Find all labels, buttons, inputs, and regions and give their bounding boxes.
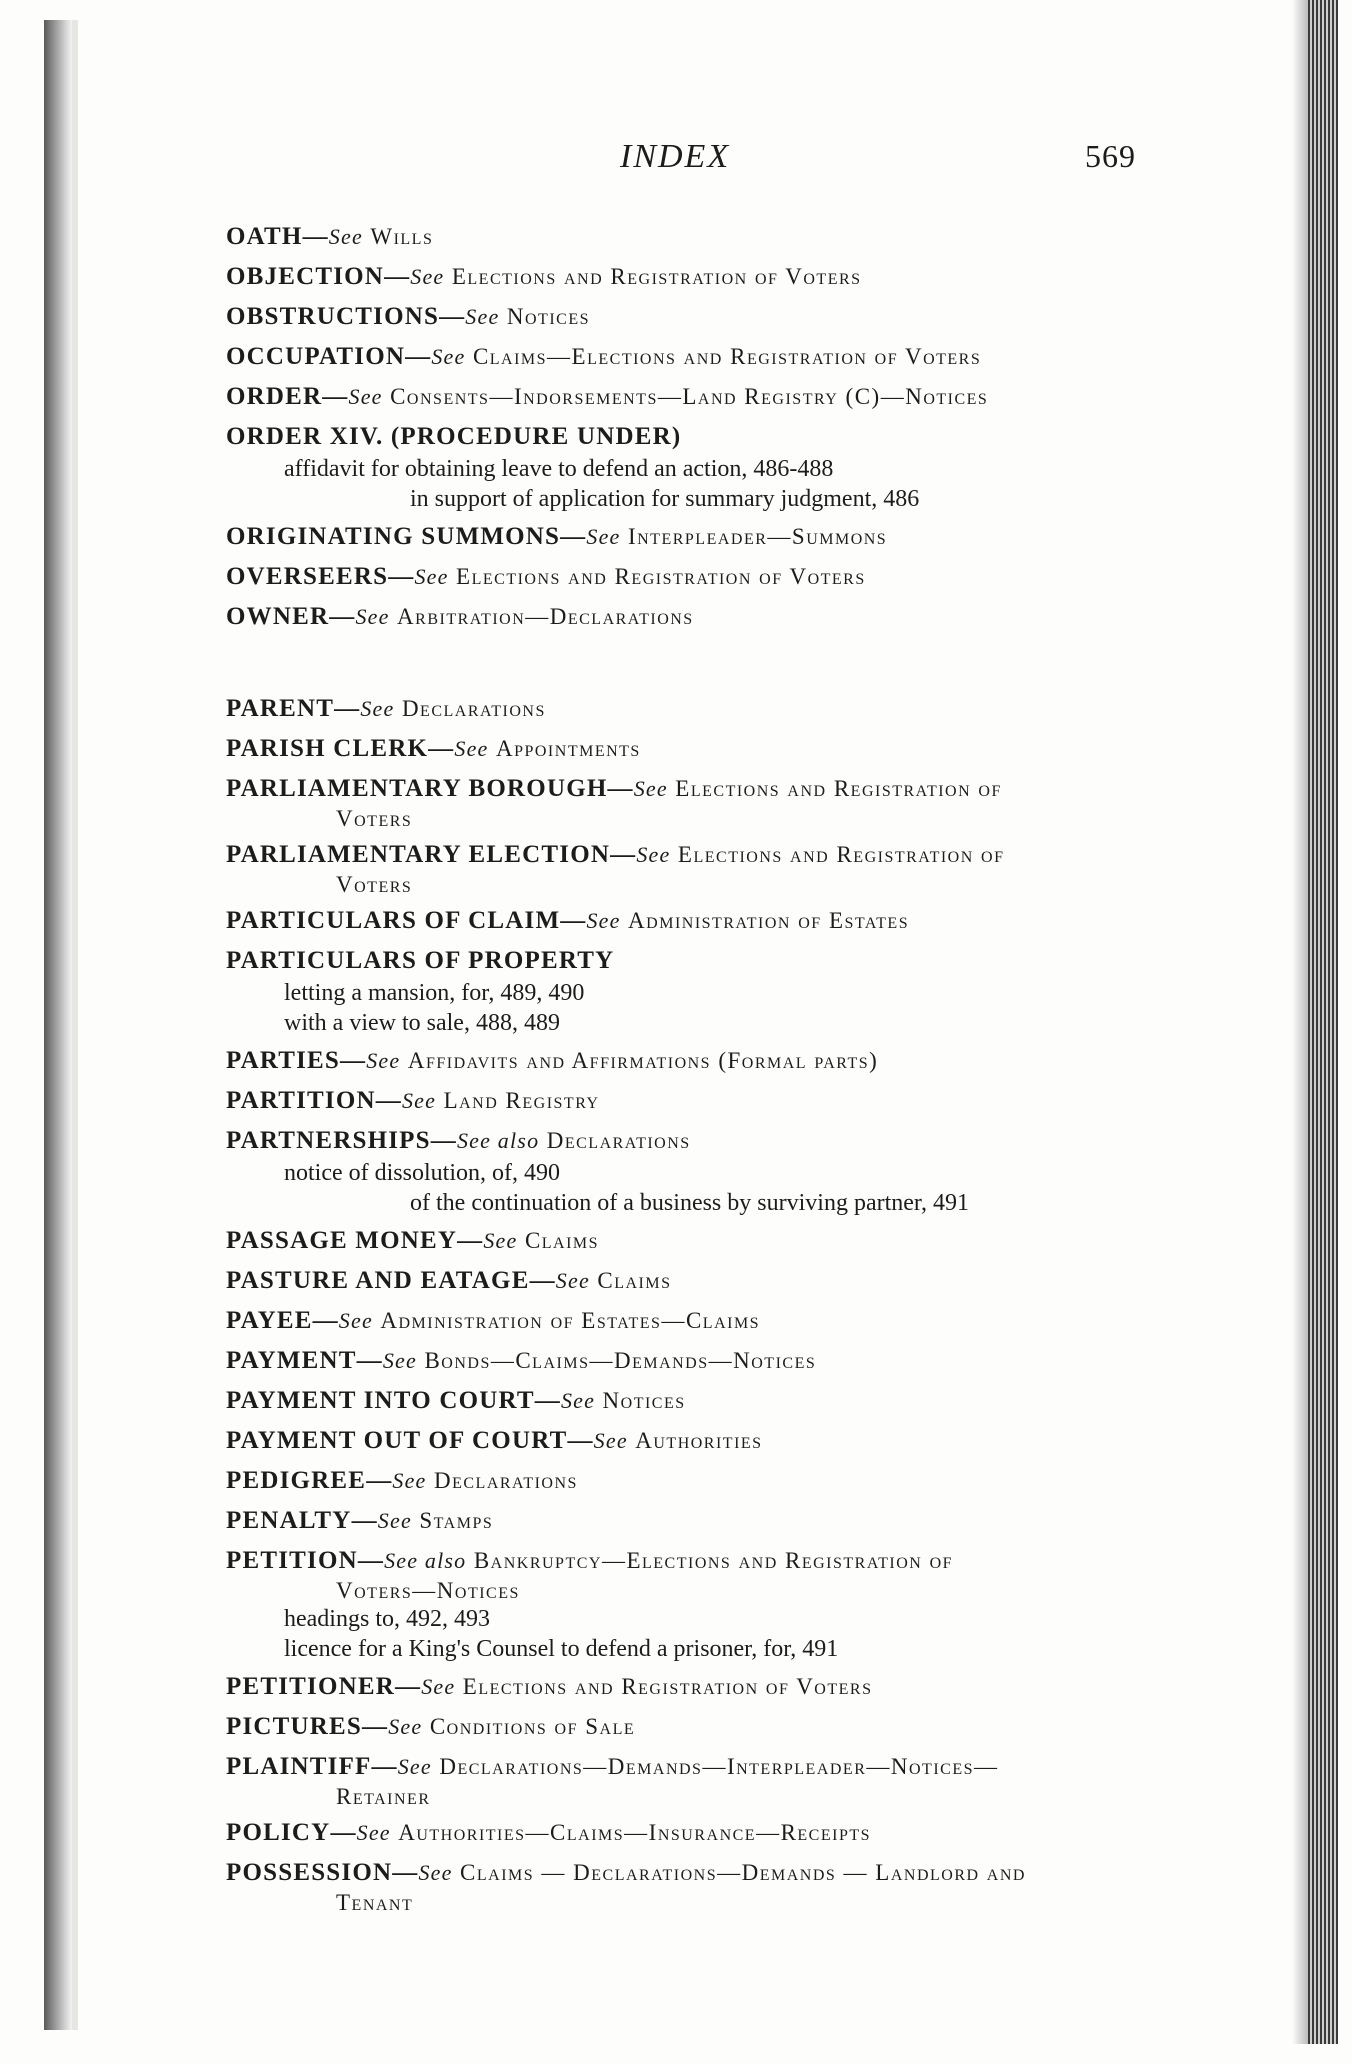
entry-refs: Notices — [602, 1388, 686, 1413]
entry-refs: Interpleader—Summons — [627, 524, 888, 549]
entry-subheading: headings to, 492, 493 — [284, 1606, 490, 1632]
see-label: See — [360, 696, 395, 721]
see-label: See — [392, 1468, 427, 1493]
entry-term: PAYEE — [226, 1307, 313, 1334]
entry-refs-continued: Retainer — [336, 1784, 431, 1809]
entry-term: ORDER — [226, 383, 323, 410]
entry-refs: Administration of Estates — [628, 908, 910, 933]
index-entry: OATH—See Wills — [226, 223, 434, 250]
see-label: See — [397, 1754, 432, 1779]
index-entry: PENALTY—See Stamps — [226, 1507, 494, 1534]
entry-refs: Appointments — [495, 736, 641, 761]
running-header — [0, 138, 1352, 188]
page-stack-edge — [1308, 0, 1338, 2044]
see-label: See — [338, 1308, 373, 1333]
index-entry: PASSAGE MONEY—See Claims — [226, 1227, 600, 1254]
entry-term: PAYMENT OUT OF COURT — [226, 1427, 568, 1454]
see-label: See — [401, 1088, 437, 1113]
entry-refs-continued: Tenant — [336, 1890, 414, 1915]
entry-term: ORIGINATING SUMMONS — [226, 523, 561, 550]
index-entry: PETITION—See also Bankruptcy—Elections and Registration of Voters—Notices headings to, 492, 493 licence for a King's Counsel to defend a prisoner, for, 491 — [226, 1544, 1186, 1664]
page-edge-shade — [1292, 0, 1308, 2044]
entry-refs: Declarations — [401, 696, 546, 721]
see-label: See — [356, 1820, 391, 1845]
index-entry: OBSTRUCTIONS—See Notices — [226, 303, 590, 330]
see-label: See — [377, 1508, 412, 1533]
entry-refs: Consents—Indorsements—Land Registry (C)—Notices — [390, 384, 989, 409]
entry-subheading: in support of application for summary judgment, 486 — [410, 486, 920, 512]
see-label: See — [355, 604, 390, 629]
entry-term: PARTITION — [226, 1087, 376, 1114]
entry-refs: Administration of Estates—Claims — [380, 1308, 761, 1333]
see-label: See — [560, 1388, 596, 1413]
entry-refs: Arbitration—Declarations — [397, 604, 694, 629]
index-entry: OCCUPATION—See Claims—Elections and Registration of Voters — [226, 343, 982, 370]
entry-term: PLAINTIFF — [226, 1753, 372, 1780]
see-label: See — [414, 564, 449, 589]
entry-term: OWNER — [226, 603, 330, 630]
entry-refs: Bonds—Claims—Demands—Notices — [424, 1348, 817, 1373]
entry-refs: Bankruptcy—Elections and Registration of — [473, 1548, 954, 1573]
entry-term: PARTICULARS OF CLAIM — [226, 907, 561, 934]
entry-subheading: licence for a King's Counsel to defend a prisoner, for, 491 — [284, 1636, 839, 1662]
entry-refs: Stamps — [419, 1508, 494, 1533]
entry-subheading: notice of dissolution, of, 490 — [284, 1160, 560, 1186]
index-entry: PASTURE AND EATAGE—See Claims — [226, 1267, 672, 1294]
index-entry: OWNER—See Arbitration—Declarations — [226, 603, 694, 630]
header-title: INDEX — [620, 138, 731, 175]
entry-term: PARTICULARS OF PROPERTY — [226, 947, 615, 974]
see-label: See — [636, 842, 671, 867]
entry-refs: Claims — Declarations—Demands — Landlord and — [460, 1860, 1026, 1885]
see-label: See — [418, 1860, 453, 1885]
entry-refs: Land Registry — [443, 1088, 600, 1113]
index-entries — [226, 220, 1186, 1922]
entry-term: PAYMENT INTO COURT — [226, 1387, 535, 1414]
entry-term: PARTNERSHIPS — [226, 1127, 431, 1154]
entry-term: POLICY — [226, 1819, 331, 1846]
index-entry: PAYMENT—See Bonds—Claims—Demands—Notices — [226, 1347, 817, 1374]
see-label: See also — [384, 1548, 467, 1573]
entry-term: OBJECTION — [226, 263, 385, 290]
see-label: See — [586, 524, 621, 549]
entry-term: PAYMENT — [226, 1347, 357, 1374]
entry-refs: Claims — [597, 1268, 672, 1293]
entry-term: OATH — [226, 223, 303, 250]
entry-term: OBSTRUCTIONS — [226, 303, 440, 330]
index-entry: PICTURES—See Conditions of Sale — [226, 1713, 636, 1740]
index-entry: PARENT—See Declarations — [226, 695, 546, 722]
see-label: See — [366, 1048, 401, 1073]
entry-term: PETITION — [226, 1547, 358, 1574]
see-label: See — [382, 1348, 417, 1373]
entry-refs: Notices — [506, 304, 590, 329]
entry-refs: Wills — [370, 224, 434, 249]
entry-refs: Affidavits and Affirmations (Formal parts) — [407, 1048, 879, 1073]
index-entry: PARLIAMENTARY ELECTION—See Elections and Registration of Voters — [226, 838, 1186, 898]
entry-term: PENALTY — [226, 1507, 352, 1534]
see-label: See — [483, 1228, 518, 1253]
index-entry: PARISH CLERK—See Appointments — [226, 735, 641, 762]
entry-subheading: affidavit for obtaining leave to defend an action, 486-488 — [284, 456, 834, 482]
entry-term: POSSESSION — [226, 1859, 393, 1886]
index-entry — [226, 944, 1186, 1038]
entry-refs: Declarations — [546, 1128, 691, 1153]
index-entry: PAYEE—See Administration of Estates—Claims — [226, 1307, 761, 1334]
entry-term: OVERSEERS — [226, 563, 389, 590]
entry-term: PARTIES — [226, 1047, 341, 1074]
entry-term: PARLIAMENTARY BOROUGH — [226, 775, 608, 802]
entry-refs: Conditions of Sale — [429, 1714, 636, 1739]
index-entry: PLAINTIFF—See Declarations—Demands—Interpleader—Notices— Retainer — [226, 1750, 1186, 1810]
entry-refs-continued: Voters—Notices — [336, 1578, 520, 1603]
entry-subheading: letting a mansion, for, 489, 490 — [284, 980, 585, 1006]
index-entry: PAYMENT INTO COURT—See Notices — [226, 1387, 686, 1414]
entry-term: PARISH CLERK — [226, 735, 429, 762]
entry-term: PARENT — [226, 695, 335, 722]
entry-refs-continued: Voters — [336, 806, 413, 831]
see-label: See — [421, 1674, 456, 1699]
see-label: See — [410, 264, 445, 289]
entry-subheading: with a view to sale, 488, 489 — [284, 1010, 560, 1036]
page-gutter-shadow — [44, 20, 72, 2030]
entry-refs: Authorities — [635, 1428, 763, 1453]
entry-subheading: of the continuation of a business by surviving partner, 491 — [410, 1190, 969, 1216]
index-entry: PARLIAMENTARY BOROUGH—See Elections and Registration of Voters — [226, 772, 1186, 832]
index-entry: PARTNERSHIPS—See also Declarations notice of dissolution, of, 490 of the continuation of a business by surviving partner, 491 — [226, 1124, 1186, 1218]
see-label: See — [593, 1428, 628, 1453]
entry-term: OCCUPATION — [226, 343, 406, 370]
see-label: See — [328, 224, 363, 249]
entry-term: PETITIONER — [226, 1673, 395, 1700]
see-label: See — [454, 736, 489, 761]
see-label: See — [633, 776, 668, 801]
entry-refs: Elections and Registration of Voters — [462, 1674, 873, 1699]
index-entry: ORIGINATING SUMMONS—See Interpleader—Summons — [226, 523, 888, 550]
index-entry: PARTITION—See Land Registry — [226, 1087, 600, 1114]
see-label: See — [586, 908, 621, 933]
entry-term: PEDIGREE — [226, 1467, 367, 1494]
entry-refs: Claims—Elections and Registration of Voters — [472, 344, 982, 369]
entry-refs: Elections and Registration of — [675, 776, 1002, 801]
entry-refs: Declarations—Demands—Interpleader—Notices— — [439, 1754, 999, 1779]
entry-refs-continued: Voters — [336, 872, 413, 897]
index-entry: PEDIGREE—See Declarations — [226, 1467, 578, 1494]
entry-term: PARLIAMENTARY ELECTION — [226, 841, 611, 868]
index-entry: OVERSEERS—See Elections and Registration of Voters — [226, 563, 866, 590]
see-label: See also — [456, 1128, 540, 1153]
see-label: See — [388, 1714, 423, 1739]
entry-refs: Declarations — [433, 1468, 578, 1493]
entry-refs: Elections and Registration of Voters — [456, 564, 866, 589]
index-entry: OBJECTION—See Elections and Registration of Voters — [226, 263, 862, 290]
see-label: See — [431, 344, 466, 369]
entry-term: PASSAGE MONEY — [226, 1227, 458, 1254]
index-entry: PETITIONER—See Elections and Registration of Voters — [226, 1673, 873, 1700]
page-number: 569 — [1085, 138, 1136, 174]
index-entry: PARTIES—See Affidavits and Affirmations (Formal parts) — [226, 1047, 879, 1074]
see-label: See — [555, 1268, 590, 1293]
index-entry: POSSESSION—See Claims — Declarations—Demands — Landlord and Tenant — [226, 1856, 1186, 1916]
index-entry — [226, 420, 1186, 514]
index-entry: ORDER—See Consents—Indorsements—Land Registry (C)—Notices — [226, 383, 989, 410]
see-label: See — [348, 384, 383, 409]
entry-refs: Authorities—Claims—Insurance—Receipts — [398, 1820, 872, 1845]
entry-term: PASTURE AND EATAGE — [226, 1267, 530, 1294]
entry-term: PICTURES — [226, 1713, 363, 1740]
index-entry: POLICY—See Authorities—Claims—Insurance—Receipts — [226, 1819, 872, 1846]
entry-refs: Elections and Registration of — [677, 842, 1005, 867]
entry-term: ORDER XIV. (PROCEDURE UNDER) — [226, 423, 682, 450]
index-entry: PARTICULARS OF CLAIM—See Administration of Estates — [226, 907, 910, 934]
see-label: See — [465, 304, 500, 329]
index-entry: PAYMENT OUT OF COURT—See Authorities — [226, 1427, 763, 1454]
entry-refs: Elections and Registration of Voters — [451, 264, 862, 289]
page-gutter-edge — [72, 20, 78, 2030]
entry-refs: Claims — [524, 1228, 600, 1253]
